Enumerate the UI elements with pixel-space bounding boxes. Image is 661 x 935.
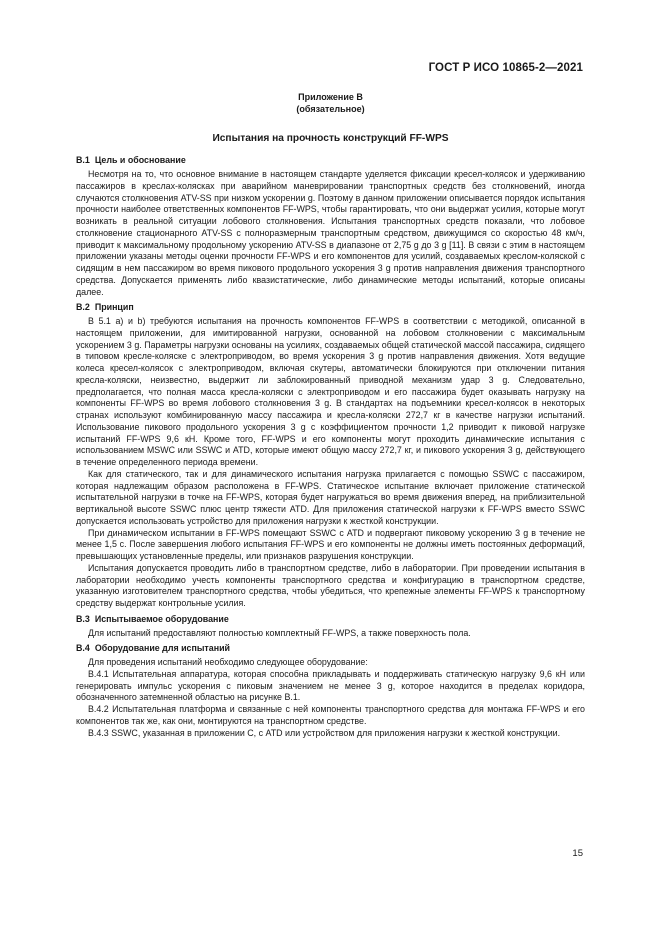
paragraph: Для проведения испытаний необходимо следующее оборудование: bbox=[88, 657, 368, 667]
standard-code: ГОСТ Р ИСО 10865-2—2021 bbox=[428, 62, 583, 74]
section-heading-b2 bbox=[76, 302, 585, 314]
paragraph: При динамическом испытании в FF-WPS помещают SSWC с ATD и подвергают пиковому ускорению 3 g в течение не менее 1,5 с. После завершения любого испытания FF-WPS и его компоненты не должны иметь постоянных деформаций, превышающих установленные пределы, или признаков разрушения конструкции. bbox=[76, 527, 585, 561]
section-number: В.2 bbox=[76, 302, 90, 313]
paragraph: В 5.1 а) и b) требуются испытания на прочность компонентов FF-WPS в соответствии с методикой, описанной в настоящем приложении, для имитированной нагрузки, основанной на лобовом столкновении с максимальным ускорением 3 g. Параметры нагрузки основаны на усилиях, создаваемых общей статической массой пассажира, сидящего в типовом кресле-коляске с электроприводом, во время ускорения 3 g против направления движения. Хотя ведущие колеса кресел-колясок с электроприводом, включая скутеры, автоматически блокируются при отключении питания кресла-коляски, неизвестно, выдержит ли заблокированный приводной механизм удар 3 g. Следовательно, предполагается, что полная масса кресла-коляски с электроприводом и его пассажира будет оказывать нагрузку на компоненты FF-WPS во время лобового столкновения 3 g. В стандартах на подъемники кресел-колясок в некоторых странах используют комбинированную массу пассажира и кресла-коляски 272,7 кг в качестве нагрузки испытаний. Использование пикового продольного ускорения 3 g с коэффициентом прочности 1,2 приводит к пиковой нагрузке испытаний FF-WPS 9,6 кН. Кроме того, FF-WPS и его компоненты могут проходить динамические испытания с использованием MSWC или SSWC и ATD, которые имеют общую массу 272,7 кг, и пикового ускорения 3 g, действующего в течение определенного периода времени. bbox=[76, 316, 585, 467]
paragraph: В.4.3 SSWC, указанная в приложении С, с ATD или устройством для приложения нагрузки к жесткой конструкции. bbox=[88, 727, 561, 738]
section-heading-b3 bbox=[76, 614, 585, 626]
section-number: В.1 bbox=[76, 155, 90, 166]
annex-heading: Испытания на прочность конструкций FF-WPS bbox=[212, 132, 449, 144]
paragraph: В.4.2 Испытательная платформа и связанные с ней компоненты транспортного средства для монтажа FF-WPS и его компонентов так же, как они, монтируются на транспортном средстве. bbox=[76, 704, 585, 726]
page-number: 15 bbox=[572, 848, 583, 859]
section-heading-b4 bbox=[76, 643, 585, 655]
paragraph: Для испытаний предоставляют полностью комплектный FF-WPS, а также поверхность пола. bbox=[88, 627, 471, 638]
page-content bbox=[76, 92, 585, 739]
section-title: Оборудование для испытаний bbox=[94, 643, 230, 654]
annex-title: Приложение В bbox=[298, 92, 363, 102]
section-heading-b1 bbox=[76, 155, 585, 167]
section-number: В.3 bbox=[76, 613, 90, 624]
paragraph: Несмотря на то, что основное внимание в настоящем стандарте уделяется фиксации кресел-колясок и удерживанию пассажиров в креслах-колясках при аварийном маневрировании транспортных средств без столкновений, иногда случаются столкновения ATV-SS при низком ускорении g. Поэтому в данном приложении описывается порядок испытания прочности наиболее ответственных компонентов FF-WPS, чтобы гарантировать, что они выдержат усилия, которые могут возникать в реальной ситуации лобового столкновения. Испытания транспортных средств показали, что лобовое столкновение стационарного ATV-SS с полноразмерным транспортным средством, движущимся со скоростью 48 км/ч, приводит к максимальному продольному ускорению ATV-SS в диапазоне от 2,75 g до 3 g [11]. В связи с этим в настоящем приложении указаны методы оценки прочности FF-WPS и его компонентов для усилий, создаваемых креслом-коляской с сидящим в нем пассажиром во время пикового продольного ускорения 3 g против направления движения транспортного средства. Допускается применять либо квазистатические, либо динамические методы испытаний, которые описаны далее. bbox=[76, 169, 585, 297]
section-number: В.4 bbox=[76, 643, 90, 654]
annex-status: (обязательное) bbox=[296, 103, 365, 114]
section-title: Испытываемое оборудование bbox=[94, 613, 229, 624]
paragraph: В.4.1 Испытательная аппаратура, которая способна прикладывать и поддерживать статическую нагрузку 9,6 кН или генерировать импульс ускорения с пиковым значением не менее 3 g, которое находится в пределах коридора, обозначенного затемненной областью на рисунке В.1. bbox=[76, 668, 585, 703]
section-title: Принцип bbox=[94, 302, 134, 313]
paragraph: Испытания допускается проводить либо в транспортном средстве, либо в лаборатории. При проведении испытания в лаборатории необходимо учесть компоненты транспортного средства и конфигурацию в транспортном средстве, указанную изготовителем транспортного средства, чтобы убедиться, что крепежные элементы FF-WPS к транспортному средству выдержат контрольные усилия. bbox=[76, 562, 585, 608]
paragraph: Как для статического, так и для динамического испытания нагрузка прилагается с помощью SSWC с пассажиром, которая надлежащим образом расположена в FF-WPS. Статическое испытание включает приложение статической испытательной нагрузки в точке на FF-WPS, которая будет нагружаться во время движения вперед, на приблизительной вертикальной высоте SSWC плюс центр тяжести ATD. Для приложения статической нагрузки к FF-WPS вместо SSWC допускается использовать устройство для приложения нагрузки к жесткой конструкции. bbox=[76, 468, 585, 526]
section-title: Цель и обоснование bbox=[94, 155, 186, 166]
